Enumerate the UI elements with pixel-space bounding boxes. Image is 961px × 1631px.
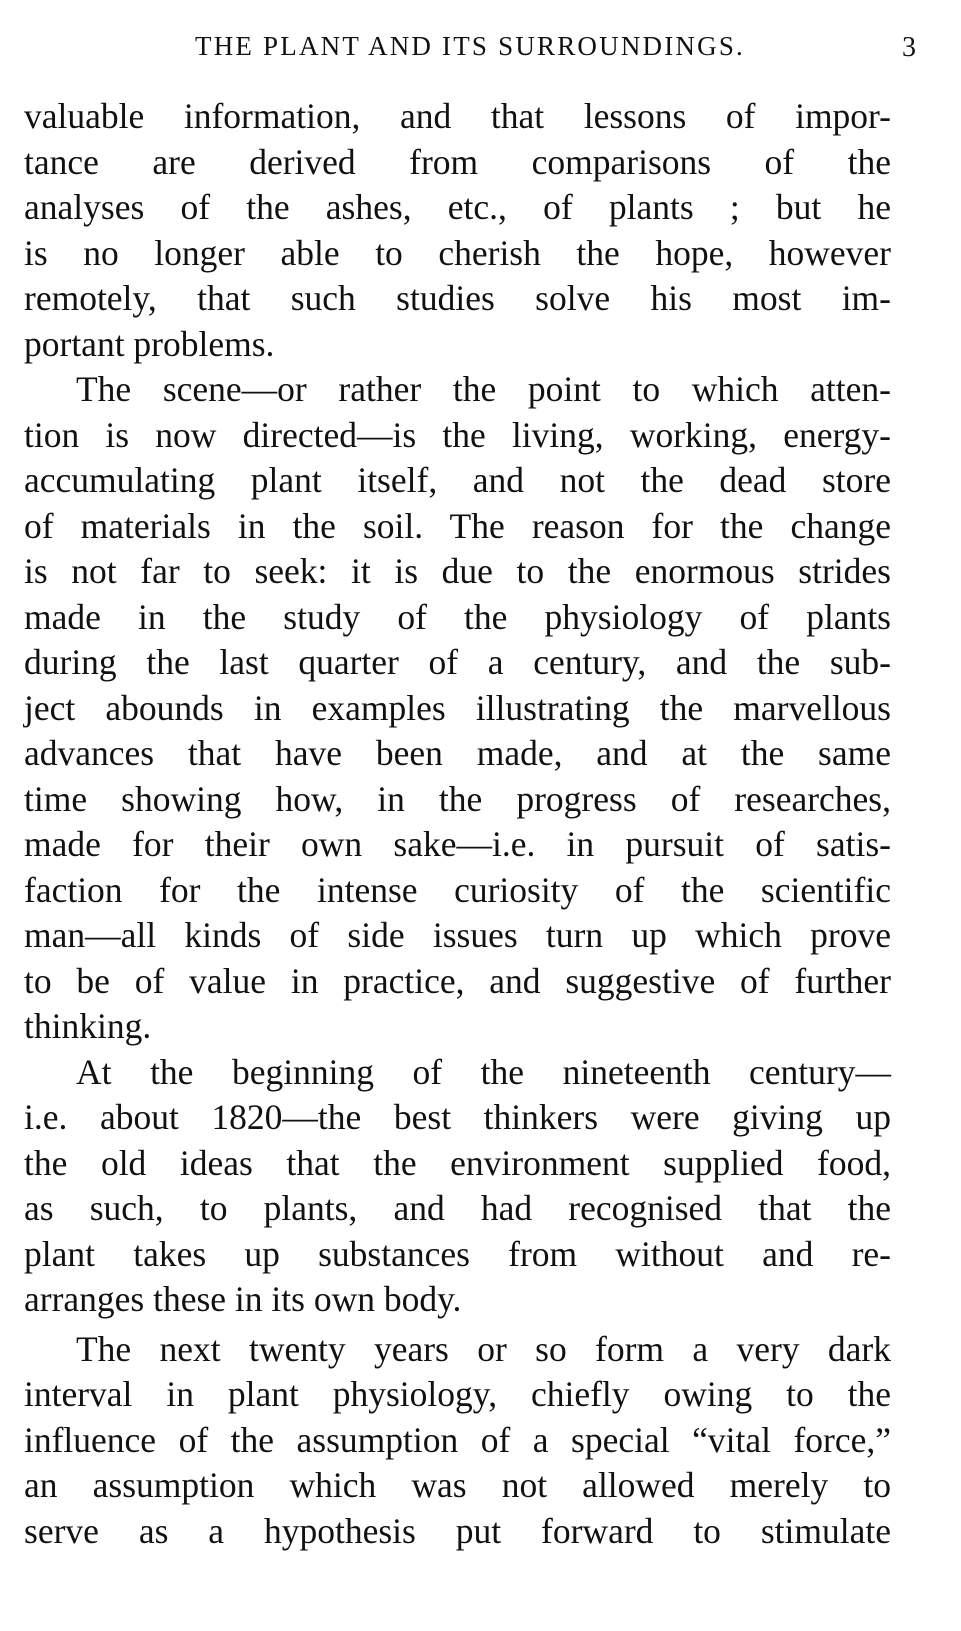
text-line: made for their own sake—i.e. in pursuit of satis-: [24, 824, 891, 864]
text-line: made in the study of the physiology of plants: [24, 596, 891, 637]
text-line: valuable information, and that lessons of impor-: [24, 96, 891, 136]
text-line: advances that have been made, and at the same: [24, 733, 891, 773]
text-line: tion is now directed—is the living, working, energy-: [24, 414, 891, 455]
text-line: interval in plant physiology, chiefly owing to the: [24, 1374, 891, 1414]
text-line: is not far to seek: it is due to the enormous strides: [24, 551, 891, 591]
text-line: serve as a hypothesis put forward to stimulate: [24, 1510, 891, 1551]
text-line: to be of value in practice, and suggestive of further: [24, 960, 891, 1001]
text-line: as such, to plants, and had recognised that the: [24, 1188, 891, 1228]
text-line: faction for the intense curiosity of the scientific: [24, 869, 891, 910]
text-line: an assumption which was not allowed merely to: [24, 1465, 891, 1505]
text-line: portant problems.: [24, 323, 275, 364]
paragraph-2: [24, 367, 891, 1050]
text-line: ject abounds in examples illustrating the marvellous: [24, 687, 891, 728]
text-line: influence of the assumption of a special “vital force,”: [24, 1419, 891, 1460]
text-line: during the last quarter of a century, and the sub-: [24, 642, 891, 682]
page-header: [24, 28, 916, 64]
text-line: The next twenty years or so form a very dark: [76, 1328, 891, 1369]
paragraph-4: [24, 1327, 891, 1555]
text-line: accumulating plant itself, and not the dead store: [24, 460, 891, 500]
text-line: plant takes up substances from without and re-: [24, 1233, 891, 1274]
body-text: [24, 94, 891, 1554]
running-title: THE PLANT AND ITS SURROUNDINGS.: [195, 31, 745, 61]
paragraph-3: [24, 1050, 891, 1323]
text-line: is no longer able to cherish the hope, however: [24, 232, 891, 273]
text-line: i.e. about 1820—the best thinkers were giving up: [24, 1097, 891, 1137]
text-line: The scene—or rather the point to which atten-: [76, 369, 891, 409]
text-line: the old ideas that the environment supplied food,: [24, 1142, 891, 1183]
text-line: arranges these in its own body.: [24, 1279, 462, 1319]
text-line: of materials in the soil. The reason for the change: [24, 505, 891, 546]
text-line: tance are derived from comparisons of the: [24, 141, 891, 182]
text-line: time showing how, in the progress of researches,: [24, 778, 891, 819]
text-line: man—all kinds of side issues turn up which prove: [24, 915, 891, 955]
text-line: analyses of the ashes, etc., of plants ; but he: [24, 187, 891, 227]
text-line: remotely, that such studies solve his most im-: [24, 278, 891, 318]
text-line: thinking.: [24, 1006, 152, 1046]
page-number: 3: [902, 32, 916, 63]
text-line: At the beginning of the nineteenth century—: [76, 1051, 891, 1092]
paragraph-1: [24, 94, 891, 367]
